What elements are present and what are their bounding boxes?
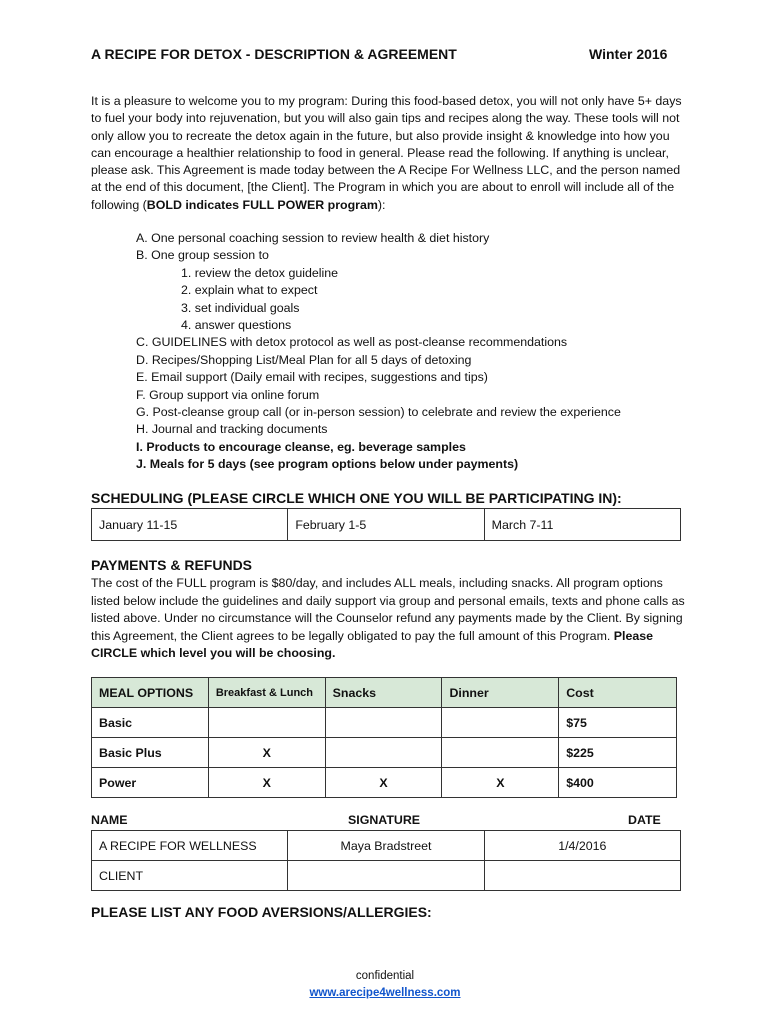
intro-end: ): <box>377 197 386 212</box>
signature-date: 1/4/2016 <box>484 831 680 861</box>
meal-option-name: Basic <box>92 708 209 738</box>
intro-bold-note: BOLD indicates FULL POWER program <box>146 197 378 212</box>
signature-label-name: NAME <box>91 813 128 827</box>
document-title: A RECIPE FOR DETOX - DESCRIPTION & AGREEMENT <box>91 46 457 62</box>
schedule-option-february[interactable]: February 1-5 <box>288 509 484 541</box>
meal-row-basic[interactable] <box>92 708 677 738</box>
document-season: Winter 2016 <box>589 46 668 62</box>
signature-label-signature: SIGNATURE <box>348 813 421 827</box>
schedule-option-march[interactable]: March 7-11 <box>484 509 680 541</box>
program-subitem-4: 4. answer questions <box>181 318 292 333</box>
allergies-title: PLEASE LIST ANY FOOD AVERSIONS/ALLERGIES: <box>91 904 432 920</box>
program-subitem-2: 2. explain what to expect <box>181 283 318 298</box>
meal-header-snacks: Snacks <box>325 678 442 708</box>
intro-text: It is a pleasure to welcome you to my program: During this food-based detox, you will not only have 5+ days to fuel your body into rejuvenation, but you will also gain tips and recipes along the way. These tools will not only allow you to recreate the detox again in the future, but also provide insight & knowledge into how you can encourage a healthier relationship to food in general. Please read the following. If anything is unclear, please ask. This Agreement is made today between the A Recipe For Wellness LLC, and the person named at the end of this document, [the Client]. The Program in which you are about to enroll will include all of the following ( <box>91 94 682 212</box>
meal-breakfast-lunch: X <box>208 768 325 798</box>
payments-title: PAYMENTS & REFUNDS <box>91 557 253 573</box>
meal-snacks: X <box>325 768 442 798</box>
meal-table-header <box>92 678 677 708</box>
meal-header-breakfast-lunch: Breakfast & Lunch <box>208 678 325 708</box>
meal-header-options: MEAL OPTIONS <box>92 678 209 708</box>
intro-paragraph <box>91 93 689 214</box>
program-item-j: J. Meals for 5 days (see program options below under payments) <box>136 457 519 472</box>
program-subitem-1: 1. review the detox guideline <box>181 265 339 280</box>
program-item-i: I. Products to encourage cleanse, eg. beverage samples <box>136 439 466 454</box>
program-item-h: H. Journal and tracking documents <box>136 422 328 437</box>
meal-option-name: Basic Plus <box>92 738 209 768</box>
meal-cost: $225 <box>559 738 677 768</box>
schedule-option-january[interactable]: January 11-15 <box>92 509 288 541</box>
signature-label-date: DATE <box>628 813 661 827</box>
meal-dinner <box>442 738 559 768</box>
program-item-a: A. One personal coaching session to review health & diet history <box>136 231 490 245</box>
footer-confidential: confidential <box>355 970 415 982</box>
footer-website-link[interactable]: www.arecipe4wellness.com <box>309 987 461 999</box>
signature-table <box>91 830 681 891</box>
program-item-g: G. Post-cleanse group call (or in-person session) to celebrate and review the experience <box>136 405 621 420</box>
signature-row-provider <box>92 831 681 861</box>
client-date-field[interactable] <box>484 861 680 891</box>
program-item-d: D. Recipes/Shopping List/Meal Plan for all 5 days of detoxing <box>136 352 472 367</box>
meal-cost: $400 <box>559 768 677 798</box>
program-item-b: B. One group session to <box>136 248 269 263</box>
scheduling-title: SCHEDULING (PLEASE CIRCLE WHICH ONE YOU WILL BE PARTICIPATING IN): <box>91 490 622 506</box>
meal-header-cost: Cost <box>559 678 677 708</box>
payments-text: The cost of the FULL program is $80/day, and includes ALL meals, including snacks. All program options listed below include the guidelines and daily support via group and personal emails, texts and phone calls as listed above. Under no circumstance will the Counselor refund any payments made by the Client. By signing this Agreement, the Client agrees to be legally obligated to pay the full amount of this Program. <box>91 576 685 643</box>
client-signature-field[interactable] <box>288 861 484 891</box>
meal-row-power[interactable] <box>92 768 677 798</box>
meal-snacks <box>325 708 442 738</box>
signature-name: A RECIPE FOR WELLNESS <box>92 831 288 861</box>
meal-cost: $75 <box>559 708 677 738</box>
signature-row-client <box>92 861 681 891</box>
signature-name: CLIENT <box>92 861 288 891</box>
meal-header-dinner: Dinner <box>442 678 559 708</box>
meal-breakfast-lunch: X <box>208 738 325 768</box>
program-item-f: F. Group support via online forum <box>136 387 320 402</box>
payments-paragraph <box>91 575 689 663</box>
meal-breakfast-lunch <box>208 708 325 738</box>
payments-instruction: Please CIRCLE which level you will be choosing. <box>91 628 654 660</box>
program-item-e: E. Email support (Daily email with recipes, suggestions and tips) <box>136 370 488 385</box>
meal-snacks <box>325 738 442 768</box>
meal-option-name: Power <box>92 768 209 798</box>
scheduling-table <box>91 508 681 541</box>
meal-row-basic-plus[interactable] <box>92 738 677 768</box>
meal-options-table <box>91 677 677 798</box>
meal-dinner <box>442 708 559 738</box>
program-item-c: C. GUIDELINES with detox protocol as well as post-cleanse recommendations <box>136 335 568 350</box>
program-subitem-3: 3. set individual goals <box>181 300 300 315</box>
meal-dinner: X <box>442 768 559 798</box>
program-items-list <box>91 230 691 474</box>
signature-signature: Maya Bradstreet <box>288 831 484 861</box>
